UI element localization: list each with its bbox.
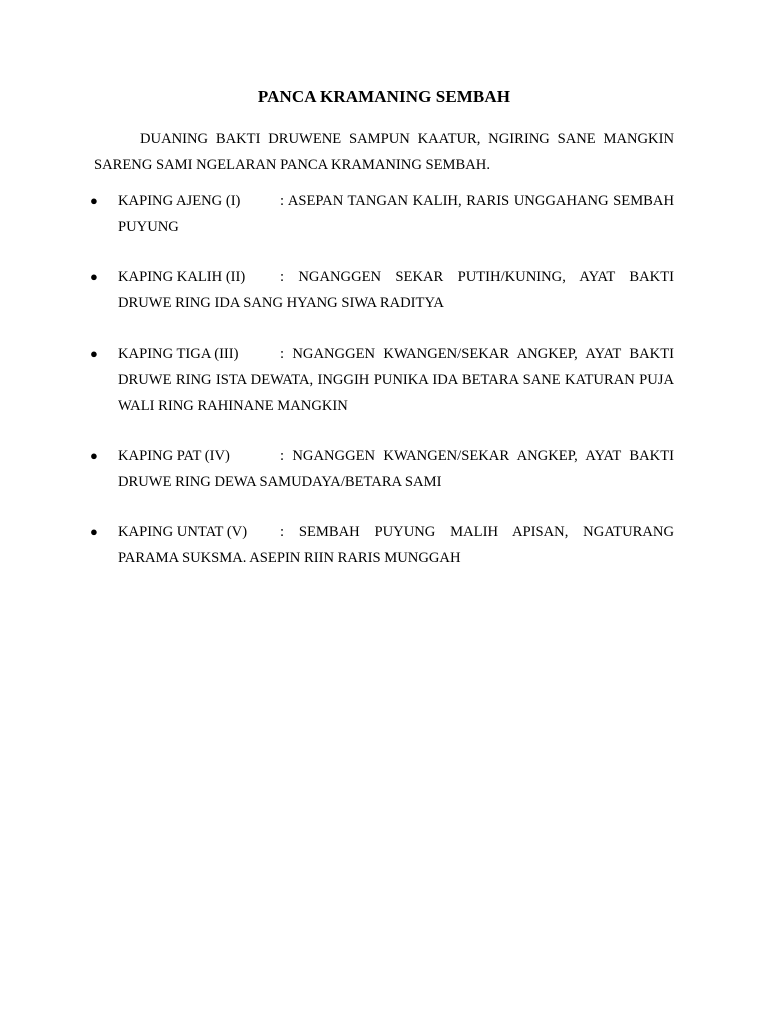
list-item-body bbox=[118, 264, 674, 316]
bullet-icon: ● bbox=[90, 524, 98, 539]
list-item-text: : NGANGGEN KWANGEN/SEKAR ANGKEP, AYAT BAKTI DRUWE RING ISTA DEWATA, INGGIH PUNIKA IDA BETARA SANE KATURAN PUJA WALI RING RAHINANE MANGKIN bbox=[118, 346, 674, 414]
bullet-icon: ● bbox=[90, 346, 98, 361]
list-item-label: KAPING PAT (IV) bbox=[118, 448, 230, 464]
bullet-icon: ● bbox=[90, 448, 98, 463]
bullet-icon: ● bbox=[90, 193, 98, 208]
list-item-body bbox=[118, 188, 674, 240]
list-item-label: KAPING KALIH (II) bbox=[118, 269, 246, 285]
list-item-text: : SEMBAH PUYUNG MALIH APISAN, NGATURANG PARAMA SUKSMA. ASEPIN RIIN RARIS MUNGGAH bbox=[118, 524, 674, 566]
list-item-body bbox=[118, 519, 674, 571]
list-item-label: KAPING UNTAT (V) bbox=[118, 524, 248, 540]
list-item-label: KAPING TIGA (III) bbox=[118, 346, 239, 362]
list-item-body bbox=[118, 341, 674, 419]
intro-paragraph: DUANING BAKTI DRUWENE SAMPUN KAATUR, NGIRING SANE MANGKIN SARENG SAMI NGELARAN PANCA KRAMANING SEMBAH. bbox=[94, 131, 674, 173]
list-item-text: : NGANGGEN SEKAR PUTIH/KUNING, AYAT BAKTI DRUWE RING IDA SANG HYANG SIWA RADITYA bbox=[118, 269, 674, 311]
list-item-body bbox=[118, 443, 674, 495]
document-title: PANCA KRAMANING SEMBAH bbox=[257, 87, 511, 106]
list-item-label: KAPING AJENG (I) bbox=[118, 193, 241, 209]
bullet-icon: ● bbox=[90, 269, 98, 284]
list-item-text: : NGANGGEN KWANGEN/SEKAR ANGKEP, AYAT BAKTI DRUWE RING DEWA SAMUDAYA/BETARA SAMI bbox=[118, 448, 674, 490]
list-item-text: : ASEPAN TANGAN KALIH, RARIS UNGGAHANG SEMBAH PUYUNG bbox=[118, 193, 674, 235]
